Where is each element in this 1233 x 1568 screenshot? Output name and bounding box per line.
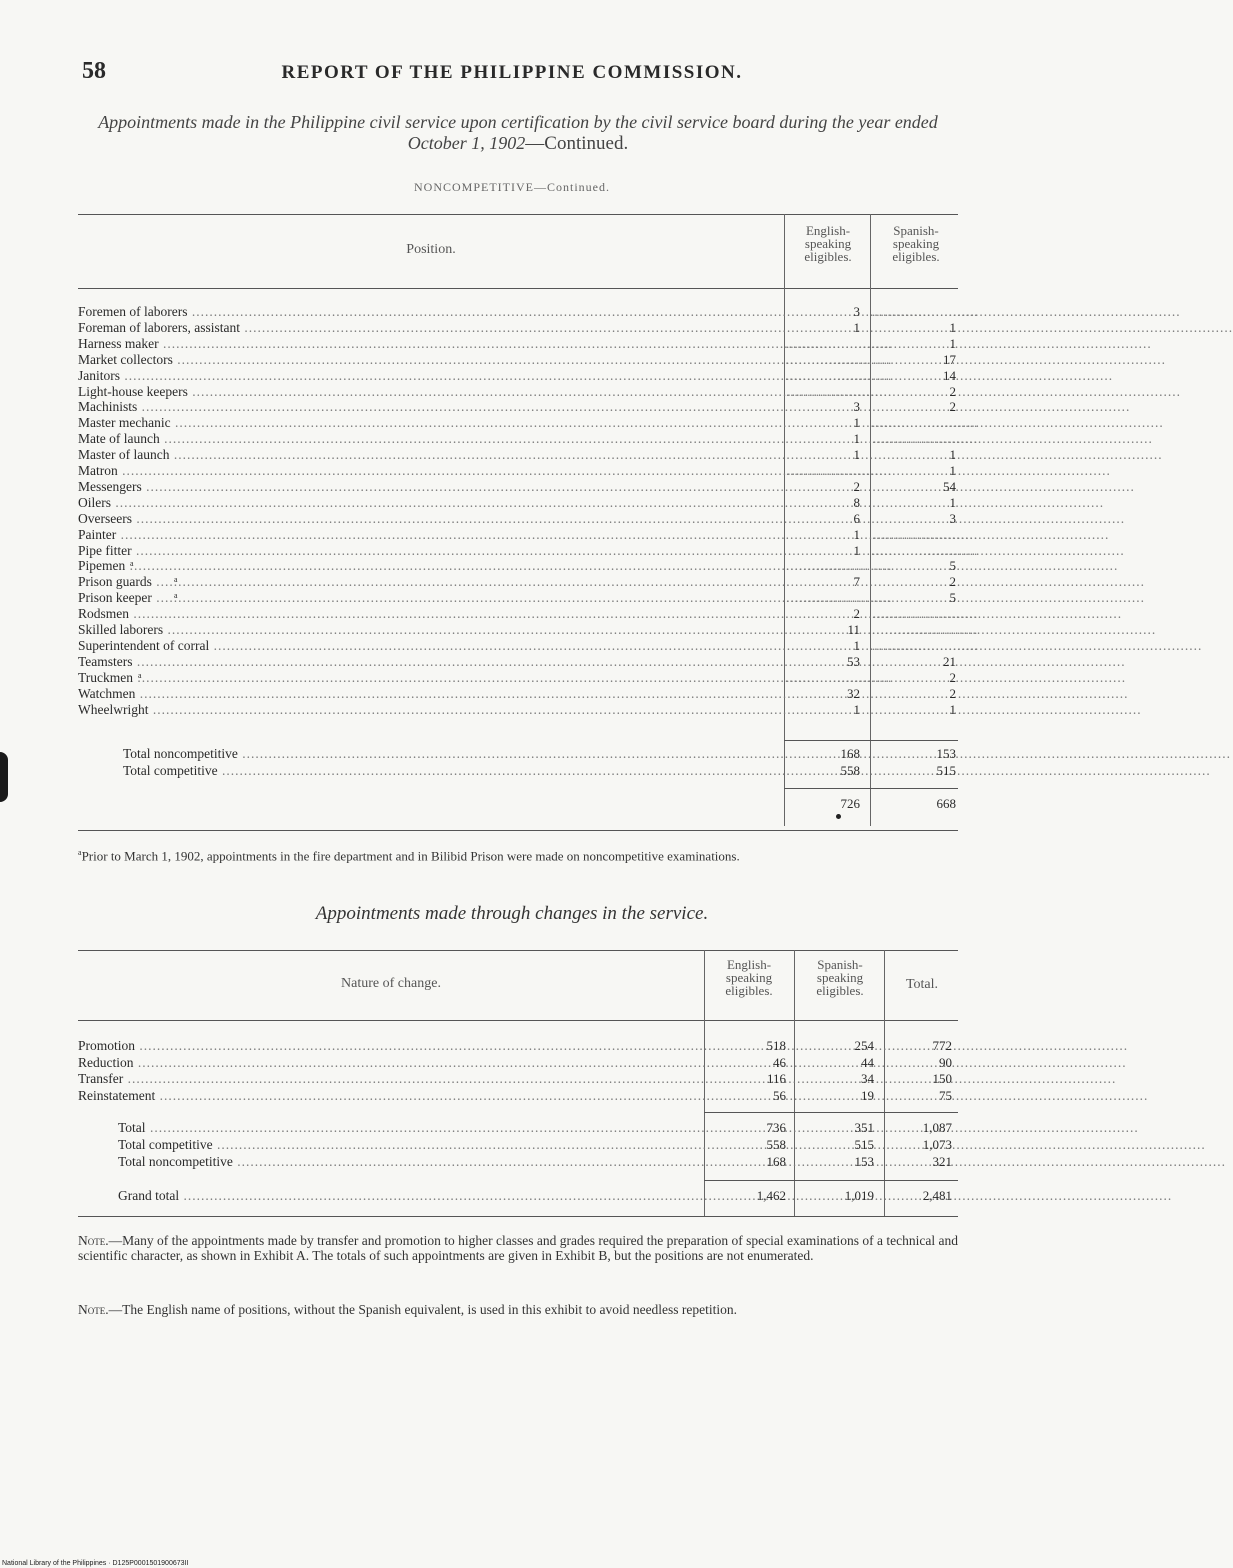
table1-grand-spanish: 668 xyxy=(936,796,956,811)
note-2 xyxy=(78,1302,958,1317)
position-label: Truckmen ..... xyxy=(78,670,780,685)
english-value: 53 xyxy=(847,653,860,669)
table2-col-total: Total. xyxy=(905,977,939,992)
spanish-value-empty: ......................... xyxy=(872,622,979,637)
position-label: Watchmen ..... xyxy=(78,686,780,701)
table-row xyxy=(78,638,780,653)
position-label: Wheelwright ..... xyxy=(78,702,780,717)
spanish-value: 5 xyxy=(949,558,956,574)
position-label: Oilers ..... xyxy=(78,495,780,510)
english-value: 8 xyxy=(853,494,860,510)
note-2-lead: Note. xyxy=(78,1302,109,1317)
english-value-empty: ......................... xyxy=(786,367,893,383)
table1-title xyxy=(78,112,958,154)
position-label: Rodsmen ..... xyxy=(78,606,780,621)
position-label: Painter ..... xyxy=(78,527,780,542)
table1-title-text: Appointments made in the Philippine civil service upon certification by the civil service board during the year ended October 1, 1902 xyxy=(98,112,938,153)
total-value: 90 xyxy=(939,1054,952,1070)
grand-total-label: Grand total ..... xyxy=(78,1188,700,1203)
position-label: Matron ..... xyxy=(78,463,780,478)
table-row xyxy=(78,415,780,430)
english-value: 32 xyxy=(847,685,860,701)
spanish-value: 44 xyxy=(861,1054,874,1070)
change-label: Promotion ..... xyxy=(78,1038,700,1053)
english-value: 46 xyxy=(773,1054,786,1070)
english-value: 1 xyxy=(853,526,860,542)
table-row xyxy=(78,590,780,605)
table-row xyxy=(78,558,780,573)
table-row xyxy=(78,463,780,478)
total-value: 75 xyxy=(939,1087,952,1103)
footnote-marker: a xyxy=(78,848,82,857)
table-row xyxy=(78,622,780,637)
english-value-empty: ......................... xyxy=(786,383,893,399)
scan-credit: National Library of the Philippines · D125P0001501900673II xyxy=(2,1560,189,1567)
table-row xyxy=(78,606,780,621)
spanish-value: 1 xyxy=(949,494,956,510)
spanish-value-empty: ......................... xyxy=(872,304,979,319)
spanish-value-empty: ......................... xyxy=(872,606,979,622)
table1-col-spanish: Spanish-speaking eligibles. xyxy=(892,223,940,264)
table-row xyxy=(78,368,780,383)
table-row xyxy=(78,1038,700,1053)
grand-total-row xyxy=(78,1188,700,1203)
table1-top-rule xyxy=(78,214,958,215)
position-label: Foreman of laborers, assistant ..... xyxy=(78,320,780,335)
table2-subtotal-rule xyxy=(704,1112,958,1113)
english-value: 1 xyxy=(853,637,860,653)
change-label: Reinstatement ..... xyxy=(78,1088,700,1103)
grand-english: 1,462 xyxy=(756,1188,786,1203)
spanish-value: 153 xyxy=(854,1154,874,1169)
table-row xyxy=(78,654,780,669)
spanish-value: 5 xyxy=(949,590,956,606)
total-value: 150 xyxy=(932,1071,952,1086)
spanish-value: 14 xyxy=(943,367,956,383)
spanish-value: 1 xyxy=(949,463,956,478)
position-label: Mate of launch ..... xyxy=(78,431,780,446)
table2-grand-rule xyxy=(704,1180,958,1181)
position-label: Overseers ..... xyxy=(78,511,780,526)
table-row xyxy=(78,495,780,510)
spanish-value: 2 xyxy=(949,685,956,701)
note-1-lead: Note. xyxy=(78,1233,109,1248)
spanish-value: 19 xyxy=(861,1087,874,1103)
total-row xyxy=(78,746,780,761)
table1-title-suffix: —Continued. xyxy=(525,133,629,154)
note-1 xyxy=(78,1233,958,1263)
table-row xyxy=(78,479,780,494)
english-value: 2 xyxy=(853,478,860,494)
spanish-value: 2 xyxy=(949,399,956,415)
position-label: Foremen of laborers ..... xyxy=(78,304,780,319)
spanish-value: 515 xyxy=(854,1137,874,1152)
position-label: Master of launch ..... xyxy=(78,447,780,462)
table1-footnote xyxy=(78,846,958,863)
spanish-value: 2 xyxy=(949,669,956,685)
grand-total: 2,481 xyxy=(922,1188,952,1203)
total-english: 558 xyxy=(840,763,860,778)
table-row xyxy=(78,320,780,335)
subtotal-label: Total ..... xyxy=(78,1120,700,1135)
total-value: 1,087 xyxy=(922,1120,952,1135)
table-row xyxy=(78,543,780,558)
english-value: 7 xyxy=(853,574,860,590)
spanish-value: 34 xyxy=(861,1071,874,1086)
running-title: REPORT OF THE PHILIPPINE COMMISSION. xyxy=(281,62,743,83)
total-spanish: 153 xyxy=(936,746,956,761)
english-value-empty: ......................... xyxy=(786,463,893,478)
spanish-value: 1 xyxy=(949,447,956,463)
table2-header-rule xyxy=(78,1020,958,1021)
row-footnote-marker: a xyxy=(130,559,134,569)
spanish-value: 351 xyxy=(854,1120,874,1135)
binding-hole xyxy=(0,752,8,802)
english-value: 56 xyxy=(773,1087,786,1103)
table2-bottom-rule xyxy=(78,1216,958,1217)
english-value: 1 xyxy=(853,431,860,447)
table1-col-position: Position. xyxy=(406,242,456,257)
english-value: 1 xyxy=(853,415,860,431)
table-row xyxy=(78,574,780,589)
table-row xyxy=(78,352,780,367)
spanish-value: 3 xyxy=(949,510,956,526)
spanish-value-empty: ......................... xyxy=(872,526,979,542)
position-label: Prison guards ..... xyxy=(78,574,780,589)
table-row xyxy=(78,1088,700,1103)
table1-subtitle: NONCOMPETITIVE—Continued. xyxy=(414,180,610,194)
table1-grand-rule xyxy=(784,788,958,789)
spanish-value: 2 xyxy=(949,574,956,590)
total-value: 772 xyxy=(932,1038,952,1053)
total-value: 321 xyxy=(932,1154,952,1169)
total-row xyxy=(78,763,780,778)
table-row xyxy=(78,1055,700,1070)
spanish-value-empty: ......................... xyxy=(872,415,979,431)
footnote-text: Prior to March 1, 1902, appointments in the fire department and in Bilibid Prison were made on noncompetitive examinations. xyxy=(81,848,740,864)
table2-col-english: English-speaking eligibles. xyxy=(725,957,773,998)
position-label: Skilled laborers ..... xyxy=(78,622,780,637)
subtotal-row xyxy=(78,1120,700,1135)
english-value: 6 xyxy=(853,510,860,526)
table-row xyxy=(78,384,780,399)
english-value: 1 xyxy=(853,319,860,335)
spanish-value: 1 xyxy=(949,335,956,351)
table2-title: Appointments made through changes in the service. xyxy=(315,903,709,924)
english-value: 736 xyxy=(766,1120,786,1135)
position-label: Market collectors ..... xyxy=(78,352,780,367)
english-value: 2 xyxy=(853,606,860,622)
english-value: 3 xyxy=(853,399,860,415)
spanish-value: 21 xyxy=(943,653,956,669)
position-label: Harness maker ..... xyxy=(78,336,780,351)
position-label: Machinists ..... xyxy=(78,399,780,414)
table-row xyxy=(78,399,780,414)
position-label: Pipemen ..... xyxy=(78,558,780,573)
change-label: Transfer ..... xyxy=(78,1071,700,1086)
english-value: 1 xyxy=(853,701,860,717)
note-2-text: —The English name of positions, without the Spanish equivalent, is used in this exhibit to avoid needless repetition. xyxy=(108,1302,738,1317)
position-label: Pipe fitter ..... xyxy=(78,543,780,558)
english-value-empty: ......................... xyxy=(786,351,893,367)
table2-col-spanish: Spanish-speaking eligibles. xyxy=(816,957,864,998)
table1-header-rule xyxy=(78,288,958,289)
table-row xyxy=(78,447,780,462)
table-row xyxy=(78,304,780,319)
subtotal-label: Total noncompetitive ..... xyxy=(78,1154,700,1169)
english-value: 1 xyxy=(853,447,860,463)
english-value: 168 xyxy=(766,1154,786,1169)
english-value: 11 xyxy=(847,622,860,637)
spanish-value: 54 xyxy=(943,478,956,494)
table2-col-nature: Nature of change. xyxy=(341,976,441,991)
table-row xyxy=(78,686,780,701)
english-value: 558 xyxy=(766,1137,786,1152)
table1-bottom-rule xyxy=(78,830,958,831)
grand-spanish: 1,019 xyxy=(844,1188,874,1203)
table1-total-rule xyxy=(784,740,958,741)
table1-col-english: English-speaking eligibles. xyxy=(804,223,852,264)
table-row xyxy=(78,1071,700,1086)
position-label: Messengers ..... xyxy=(78,479,780,494)
english-value-empty: ......................... xyxy=(786,335,893,351)
page-number: 58 xyxy=(82,58,106,84)
table-row xyxy=(78,336,780,351)
english-value-empty: ......................... xyxy=(786,590,893,606)
english-value-empty: ......................... xyxy=(786,669,893,685)
english-value: 116 xyxy=(766,1071,786,1086)
total-english: 168 xyxy=(840,746,860,761)
table-row xyxy=(78,511,780,526)
spanish-value: 1 xyxy=(949,319,956,335)
row-footnote-marker: a xyxy=(174,591,178,601)
spanish-value: 2 xyxy=(949,383,956,399)
table-row xyxy=(78,527,780,542)
position-label: Prison keeper ..... xyxy=(78,590,780,605)
spanish-value-empty: ......................... xyxy=(872,637,979,653)
position-label: Superintendent of corral ..... xyxy=(78,638,780,653)
english-value-empty: ......................... xyxy=(786,558,893,574)
ink-dot xyxy=(836,814,841,819)
change-label: Reduction ..... xyxy=(78,1055,700,1070)
subtotal-label: Total competitive ..... xyxy=(78,1137,700,1152)
subtotal-row xyxy=(78,1154,700,1169)
position-label: Janitors ..... xyxy=(78,368,780,383)
english-value: 518 xyxy=(766,1038,786,1053)
subtotal-row xyxy=(78,1137,700,1152)
english-value: 3 xyxy=(853,304,860,319)
table1-grand-english: 726 xyxy=(840,796,860,811)
position-label: Master mechanic ..... xyxy=(78,415,780,430)
spanish-value: 1 xyxy=(949,701,956,717)
table2-top-rule xyxy=(78,950,958,951)
table-row xyxy=(78,431,780,446)
table-row xyxy=(78,670,780,685)
total-label: Total noncompetitive ..... xyxy=(78,746,780,761)
spanish-value: 17 xyxy=(943,351,956,367)
row-footnote-marker: a xyxy=(174,575,178,585)
spanish-value-empty: ......................... xyxy=(872,431,979,447)
table-row xyxy=(78,702,780,717)
total-label: Total competitive ..... xyxy=(78,763,780,778)
total-value: 1,073 xyxy=(922,1137,952,1152)
position-label: Light-house keepers ..... xyxy=(78,384,780,399)
position-label: Teamsters ..... xyxy=(78,654,780,669)
spanish-value-empty: ......................... xyxy=(872,542,979,558)
spanish-value: 254 xyxy=(854,1038,874,1053)
english-value: 1 xyxy=(853,542,860,558)
total-spanish: 515 xyxy=(936,763,956,778)
note-1-text: —Many of the appointments made by transfer and promotion to higher classes and grades required the preparation of special examinations of a technical and scientific character, as shown in Exhibit A. The totals of such appointments are given in Exhibit B, but the positions are not enumerated. xyxy=(78,1233,958,1263)
row-footnote-marker: a xyxy=(138,670,142,680)
